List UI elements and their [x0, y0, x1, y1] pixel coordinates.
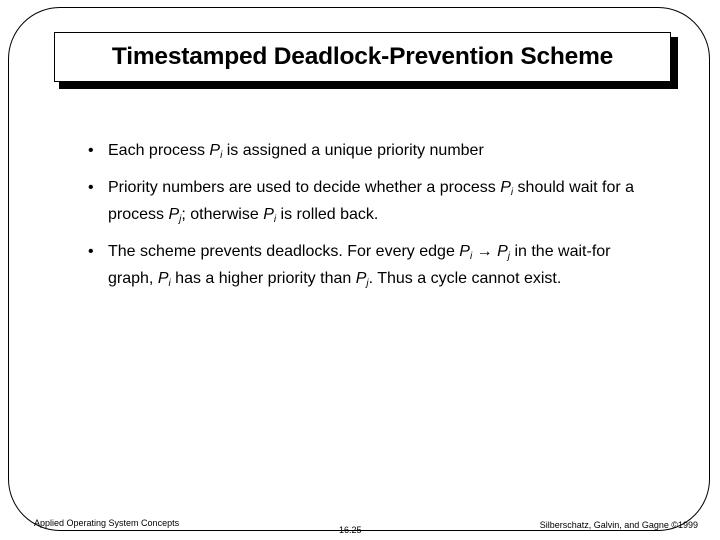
- subscript-text: i: [220, 150, 223, 161]
- subscript-text: j: [179, 214, 182, 225]
- bullet-list: [88, 140, 648, 295]
- text-segment: Priority numbers are used to decide whether a process: [108, 179, 501, 196]
- slide-title: Timestamped Deadlock-Prevention Scheme: [111, 43, 614, 70]
- bullet-item: [88, 140, 648, 167]
- italic-text: P: [355, 270, 367, 287]
- footer-copyright: Silberschatz, Galvin, and Gagne ©1999: [539, 520, 698, 530]
- bullet-item: [88, 241, 648, 295]
- subscript-text: i: [469, 251, 473, 262]
- bullet-icon: •: [88, 179, 94, 196]
- text-segment: is rolled back.: [276, 206, 379, 223]
- subscript-text: i: [510, 187, 514, 198]
- subscript-text: i: [168, 278, 171, 289]
- text-segment: in the wait-for graph,: [108, 243, 611, 287]
- subscript-text: j: [366, 278, 369, 289]
- italic-text: P: [497, 243, 508, 260]
- text-segment: has a higher priority than: [170, 270, 356, 287]
- italic-text: P: [263, 206, 274, 223]
- title-box: [54, 32, 671, 82]
- subscript-text: i: [273, 214, 277, 225]
- bullet-text: [108, 142, 484, 159]
- italic-text: P: [459, 243, 470, 260]
- bullet-text: [108, 179, 634, 223]
- bullet-text: [108, 243, 610, 287]
- subscript-text: j: [507, 251, 510, 262]
- text-segment: should wait for a process: [108, 179, 635, 223]
- italic-text: P: [500, 179, 511, 196]
- bullet-item: [88, 177, 648, 231]
- italic-text: P: [209, 142, 221, 159]
- text-segment: →: [472, 243, 498, 260]
- footer-course-title: Applied Operating System Concepts: [34, 518, 180, 528]
- text-segment: The scheme prevents deadlocks. For every edge: [108, 243, 460, 260]
- bullet-icon: •: [88, 142, 94, 159]
- italic-text: P: [157, 270, 169, 287]
- text-segment: ; otherwise: [181, 206, 264, 223]
- text-segment: Each process: [108, 142, 210, 159]
- text-segment: . Thus a cycle cannot exist.: [368, 270, 562, 287]
- text-segment: is assigned a unique priority number: [222, 142, 484, 159]
- bullet-icon: •: [88, 243, 94, 260]
- italic-text: P: [168, 206, 180, 223]
- footer-page-number: 16.25: [339, 525, 362, 535]
